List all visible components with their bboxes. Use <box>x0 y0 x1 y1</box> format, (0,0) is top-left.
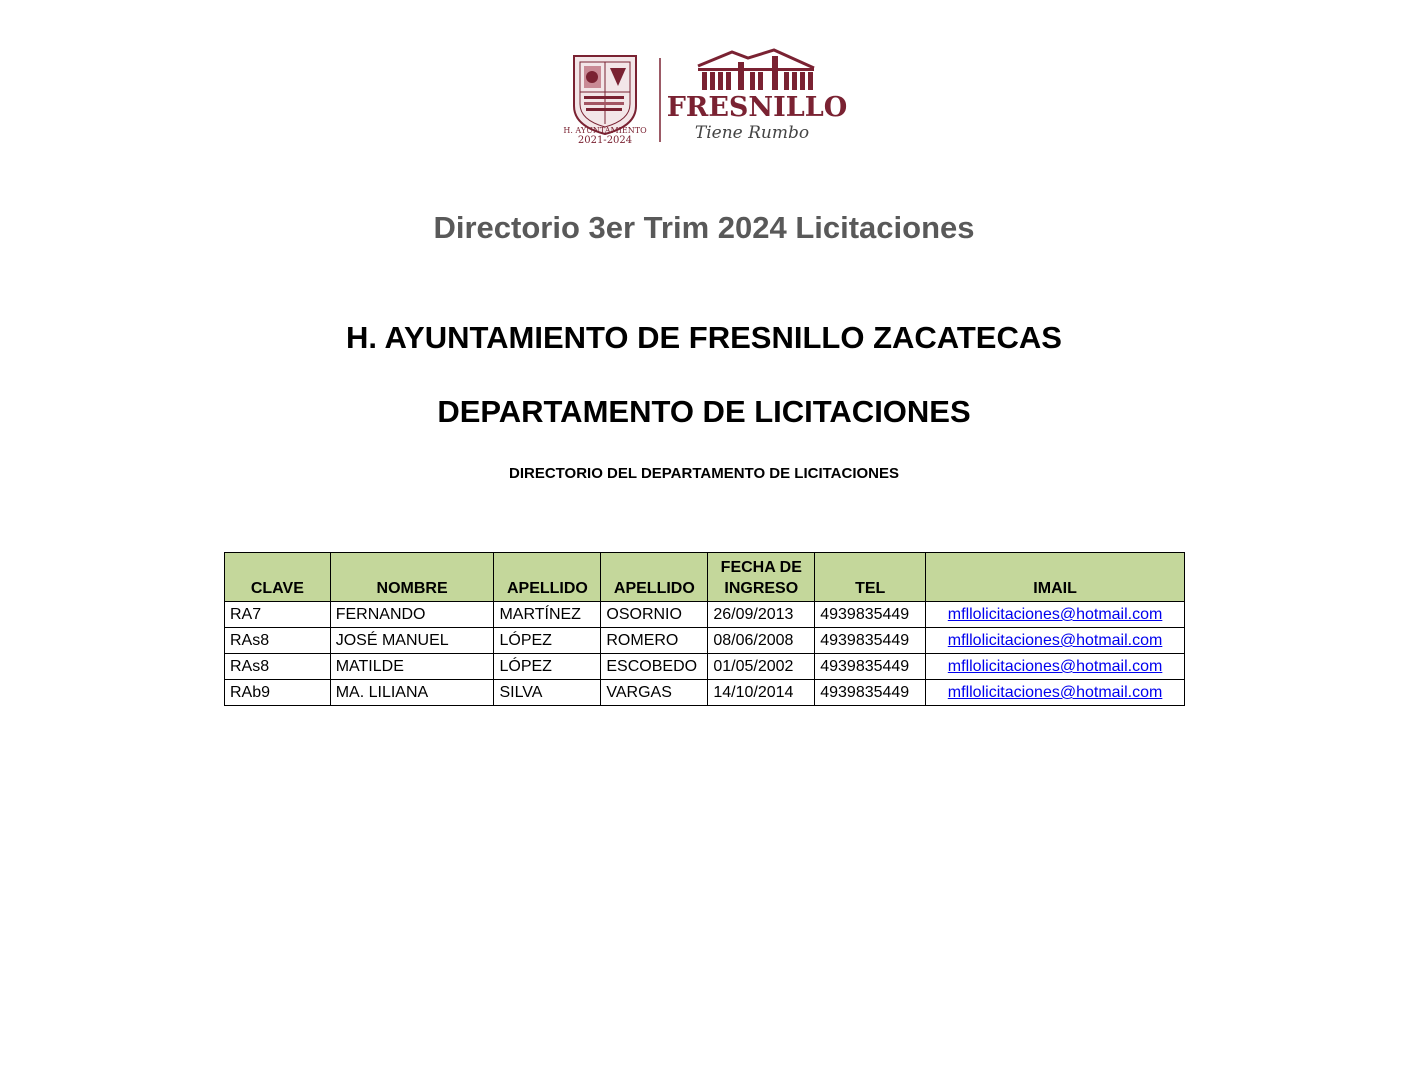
brand-tagline: Tiene Rumbo <box>694 123 810 143</box>
table-row <box>225 654 1185 680</box>
logo-caption-line2: 2021-2024 <box>577 135 633 146</box>
cell-tel: 4939835449 <box>815 628 926 654</box>
fresnillo-skyline-icon <box>698 50 814 90</box>
cell-apellido-paterno: LÓPEZ <box>494 628 601 654</box>
directory-subtitle: DIRECTORIO DEL DEPARTAMENTO DE LICITACIONES <box>508 465 900 482</box>
cell-nombre: MA. LILIANA <box>330 680 494 706</box>
logo-graphics <box>560 48 860 148</box>
cell-apellido-materno: ROMERO <box>601 628 708 654</box>
cell-nombre: MATILDE <box>330 654 494 680</box>
table-row <box>225 628 1185 654</box>
email-link[interactable]: mfllolicitaciones@hotmail.com <box>926 602 1185 628</box>
email-link[interactable]: mfllolicitaciones@hotmail.com <box>926 654 1185 680</box>
table-row <box>225 602 1185 628</box>
cell-apellido-paterno: SILVA <box>494 680 601 706</box>
directory-table <box>224 552 1185 706</box>
cell-clave: RAs8 <box>225 628 331 654</box>
cell-nombre: FERNANDO <box>330 602 494 628</box>
logo-caption-line1: H. AYUNTAMIENTO <box>563 126 647 135</box>
column-header-clave: CLAVE <box>225 553 331 602</box>
cell-apellido-paterno: MARTÍNEZ <box>494 602 601 628</box>
cell-apellido-paterno: LÓPEZ <box>494 654 601 680</box>
department-title: DEPARTAMENTO DE LICITACIONES <box>437 394 971 429</box>
cell-fecha-ingreso: 08/06/2008 <box>708 628 815 654</box>
email-link[interactable]: mfllolicitaciones@hotmail.com <box>926 628 1185 654</box>
column-header-apellido-paterno: APELLIDO <box>494 553 601 602</box>
cell-clave: RAs8 <box>225 654 331 680</box>
table-header-row <box>225 553 1185 602</box>
table-row <box>225 680 1185 706</box>
column-header-tel: TEL <box>815 553 926 602</box>
cell-apellido-materno: VARGAS <box>601 680 708 706</box>
column-header-email: IMAIL <box>926 553 1185 602</box>
cell-clave: RA7 <box>225 602 331 628</box>
cell-tel: 4939835449 <box>815 602 926 628</box>
column-header-fecha-ingreso: FECHA DE INGRESO <box>708 553 815 602</box>
cell-fecha-ingreso: 26/09/2013 <box>708 602 815 628</box>
organization-title: H. AYUNTAMIENTO DE FRESNILLO ZACATECAS <box>346 320 1062 355</box>
cell-fecha-ingreso: 01/05/2002 <box>708 654 815 680</box>
column-header-apellido-materno: APELLIDO <box>601 553 708 602</box>
coat-of-arms-icon <box>574 56 636 134</box>
cell-apellido-materno: ESCOBEDO <box>601 654 708 680</box>
email-link[interactable]: mfllolicitaciones@hotmail.com <box>926 680 1185 706</box>
column-header-nombre: NOMBRE <box>330 553 494 602</box>
cell-fecha-ingreso: 14/10/2014 <box>708 680 815 706</box>
cell-clave: RAb9 <box>225 680 331 706</box>
brand-name: FRESNILLO <box>666 92 848 123</box>
document-title: Directorio 3er Trim 2024 Licitaciones <box>433 210 975 245</box>
cell-tel: 4939835449 <box>815 680 926 706</box>
cell-nombre: JOSÉ MANUEL <box>330 628 494 654</box>
header-logos <box>560 48 860 148</box>
cell-apellido-materno: OSORNIO <box>601 602 708 628</box>
cell-tel: 4939835449 <box>815 654 926 680</box>
